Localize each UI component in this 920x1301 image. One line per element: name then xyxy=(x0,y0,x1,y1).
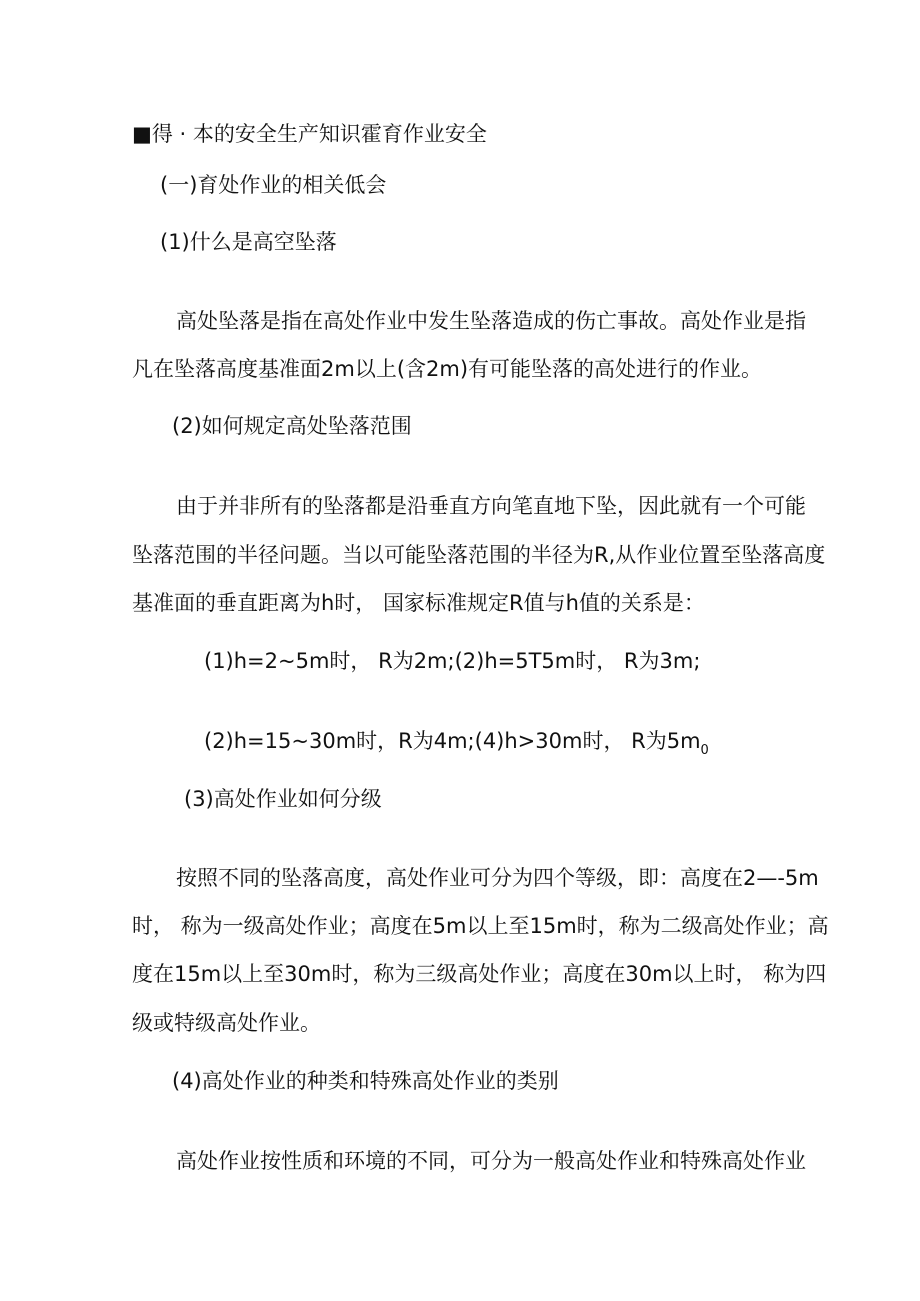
question-3-paragraph-line: 按照不同的坠落高度，高处作业可分为四个等级，即：高度在2—-5m xyxy=(176,866,819,890)
section-title: (一)育处作业的相关低会 xyxy=(160,173,387,197)
question-2-rule-line: (1)h=2~5m时， R为2m;(2)h=5T5m时， R为3m; xyxy=(204,649,701,673)
question-1-paragraph-line: 高处坠落是指在高处作业中发生坠落造成的伤亡事故。高处作业是指 xyxy=(176,309,806,333)
document-heading: ■得 · 本的安全生产知识霍育作业安全 xyxy=(132,122,487,146)
question-3-title: (3)高处作业如何分级 xyxy=(184,787,382,811)
question-4-title: (4)高处作业的种类和特殊高处作业的类别 xyxy=(172,1069,559,1093)
question-2-rule-text: (2)h=15~30m时，R为4m;(4)h>30m时， R为5m xyxy=(204,729,701,753)
question-1-title: (1)什么是高空坠落 xyxy=(160,230,337,254)
question-3-paragraph-line: 级或特级高处作业。 xyxy=(132,1011,321,1035)
question-2-rule-subscript: 0 xyxy=(700,743,709,758)
question-3-paragraph-line: 度在15m以上至30m时，称为三级高处作业；高度在30m以上时， 称为四 xyxy=(132,962,827,986)
question-1-paragraph-line: 凡在坠落高度基准面2m以上(含2m)有可能坠落的高处进行的作业。 xyxy=(132,357,763,381)
question-2-paragraph-line: 基准面的垂直距离为h时， 国家标准规定R值与h值的关系是： xyxy=(132,591,705,615)
question-2-paragraph-line: 坠落范围的半径问题。当以可能坠落范围的半径为R,从作业位置至坠落高度 xyxy=(132,543,826,567)
question-2-title: (2)如何规定高处坠落范围 xyxy=(172,414,412,438)
question-4-paragraph-line: 高处作业按性质和环境的不同，可分为一般高处作业和特殊高处作业 xyxy=(176,1149,806,1173)
question-2-paragraph-line: 由于并非所有的坠落都是沿垂直方向笔直地下坠，因此就有一个可能 xyxy=(176,494,806,518)
question-3-paragraph-line: 时， 称为一级高处作业；高度在5m以上至15m时，称为二级高处作业；高 xyxy=(132,914,829,938)
question-2-rule-line xyxy=(204,727,709,759)
